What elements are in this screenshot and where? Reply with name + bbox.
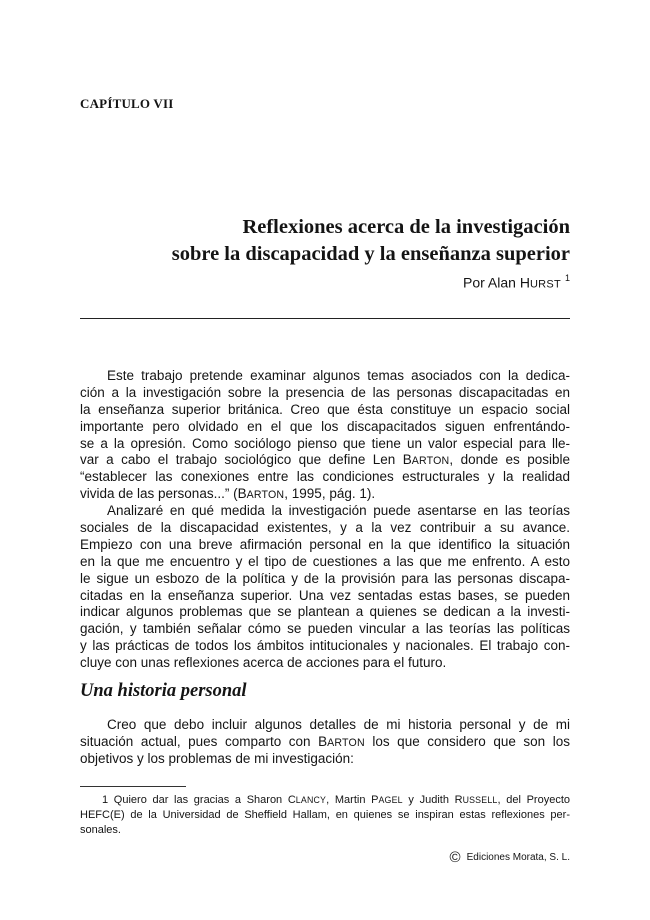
body-line (80, 621, 570, 638)
body-line (80, 554, 570, 571)
body-line (80, 571, 570, 588)
body-text: en la que me encuentro y el tipo de cuestiones a las que me enfrento. A esto (80, 553, 570, 569)
chapter-title (80, 214, 570, 268)
publisher-credit (450, 850, 570, 865)
body-line (80, 717, 570, 734)
intro-paragraph (80, 368, 570, 672)
footnote-line (80, 808, 570, 823)
small-caps-name: USSELL (462, 795, 498, 805)
author-surname-initial: H (519, 274, 530, 291)
intro-text: “establecer las conexiones entre las condiciones estructurales y la realidad (80, 469, 570, 485)
footnote-text: HEFC(E) de la Universidad de Sheffield Hallam, en quienes se inspiran estas reflexiones per- (80, 809, 570, 821)
body-text: objetivos y los problemas de mi investigación: (80, 750, 354, 766)
small-caps-name: LANCY (295, 795, 327, 805)
intro-line (80, 452, 570, 469)
copyright-icon: © (449, 849, 461, 866)
body-text: y las prácticas de todos los ámbitos intitucionales y nacionales. El trabajo con- (80, 638, 570, 654)
body-line (80, 604, 570, 621)
small-caps-name: ARTON (327, 736, 365, 749)
small-caps-name: ARTON (246, 489, 285, 502)
footnote-text: , del Proyecto (497, 794, 571, 806)
intro-line (80, 419, 570, 436)
intro-line (80, 402, 570, 419)
body-text: los que considero que son los (364, 733, 570, 749)
intro-line (80, 385, 570, 402)
body-text: indicar algunos problemas que se plantean a quienes se dedican a la investi- (80, 604, 570, 620)
body-text: cluye con unas reflexiones acerca de acciones para el futuro. (80, 655, 447, 671)
intro-text: , 1995, pág. 1). (284, 486, 376, 502)
intro-text: se a la opresión. Como sociólogo pienso que tiene un valor especial para lle- (80, 435, 570, 451)
body-line (80, 503, 570, 520)
body-line (80, 655, 570, 672)
body-text: sociales de la discapacidad existentes, y a la vez contribuir a su avance. (80, 520, 570, 536)
body-text: gación, y también señalar cómo se pueden vincular a las teorías las políticas (80, 621, 570, 637)
author-surname-rest: URST (529, 278, 562, 291)
footnote-text: 1 Quiero dar las gracias a Sharon C (80, 794, 296, 806)
chapter-title-line-1: Reflexiones acerca de la investigación (242, 216, 570, 238)
body-text: Empiezo con una breve afirmación personal en la que identifico la situación (80, 536, 570, 552)
footnote-text: y Judith R (402, 794, 463, 806)
body-line (80, 751, 570, 768)
intro-text: Este trabajo pretende examinar algunos temas asociados con la dedica- (80, 368, 570, 383)
body-line (80, 638, 570, 655)
small-caps-name: ARTON (411, 455, 450, 468)
body-text: Analizaré en qué medida la investigación puede asentarse en las teorías (80, 503, 570, 519)
body-text: situación actual, pues comparto con B (80, 733, 328, 749)
author-byline (80, 274, 570, 291)
publisher-name: Ediciones Morata, S. L. (466, 852, 570, 863)
footnote-text: , Martin P (326, 794, 379, 806)
author-prefix: Por Alan (462, 274, 520, 291)
body-text: le sigue un esbozo de la política y de la provisión para las personas discapa- (80, 570, 570, 586)
body-line (80, 588, 570, 605)
intro-line (80, 486, 570, 503)
section-heading: Una historia personal (80, 681, 247, 701)
chapter-label: CAPÍTULO VII (80, 96, 174, 111)
intro-line (80, 436, 570, 453)
intro-text: la enseñanza superior británica. Creo que ésta constituye un espacio social (80, 401, 570, 417)
footnote-divider (80, 786, 186, 787)
intro-line (80, 469, 570, 486)
intro-text: vivida de las personas...” (B (80, 486, 247, 502)
section-paragraph (80, 717, 570, 768)
title-divider (80, 318, 570, 319)
body-line (80, 537, 570, 554)
footnote (80, 793, 570, 838)
small-caps-name: AGEL (378, 795, 403, 805)
chapter-title-line-2: sobre la discapacidad y la enseñanza superior (171, 243, 570, 265)
footnote-line (80, 823, 570, 838)
body-text: Creo que debo incluir algunos detalles de mi historia personal y de mi (80, 717, 570, 732)
body-line (80, 520, 570, 537)
footnote-reference: 1 (564, 273, 570, 283)
intro-text: importante pero olvidado en el que los discapacitados siguen enfrentándo- (80, 418, 570, 434)
footnote-text: sonales. (80, 824, 121, 836)
intro-line (80, 368, 570, 385)
body-text: citadas en la enseñanza superior. Una vez sentadas estas bases, se pueden (80, 587, 570, 603)
footnote-line (80, 793, 570, 808)
body-line (80, 734, 570, 751)
intro-text: ción a la investigación sobre la presencia de las personas discapacitadas en (80, 384, 570, 400)
intro-text: , donde es posible (449, 452, 570, 468)
intro-text: var a cabo el trabajo sociológico que define Len B (80, 452, 412, 468)
